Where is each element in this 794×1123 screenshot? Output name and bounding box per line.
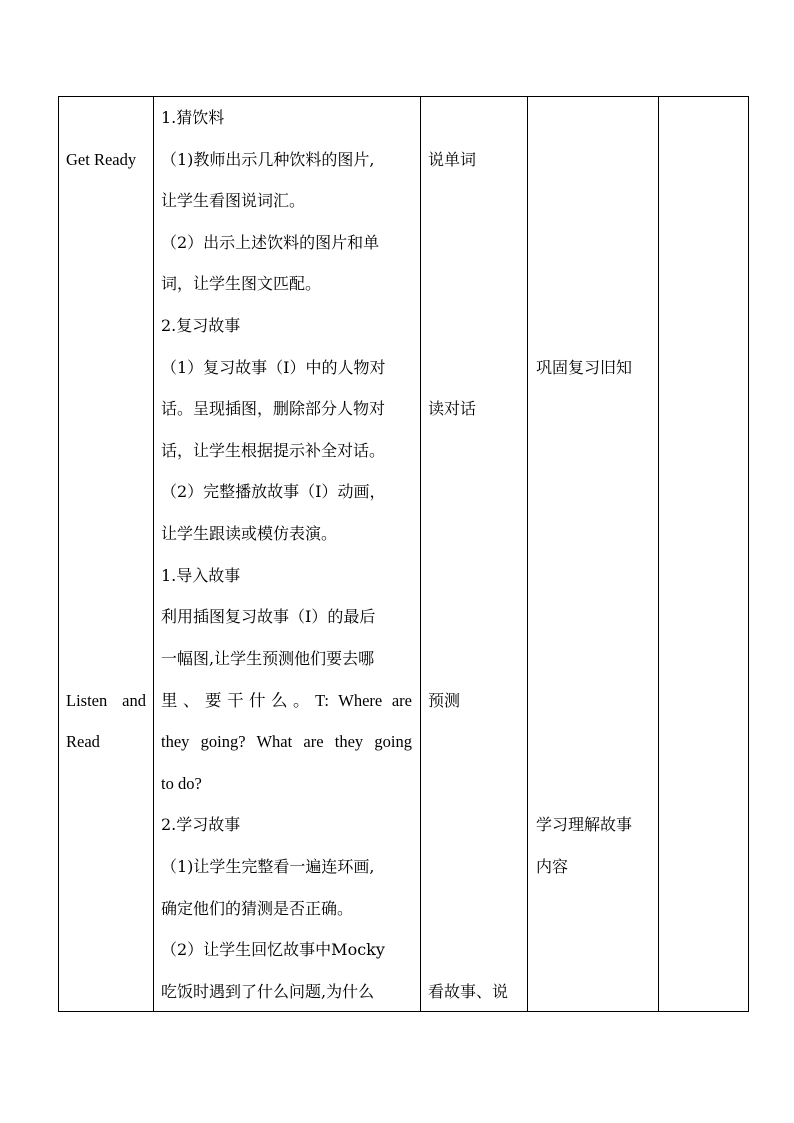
column-divider — [153, 97, 154, 1011]
column-divider — [527, 97, 528, 1011]
purpose-text: 学习理解故事 — [536, 815, 633, 834]
activity-line: 话，让学生根据提示补全对话。 — [161, 441, 386, 460]
student-activity: 读对话 — [428, 399, 477, 418]
activity-line: 2.复习故事 — [161, 316, 241, 335]
activity-line: 让学生看图说词汇。 — [161, 191, 306, 210]
activity-line: （2）出示上述饮料的图片和单 — [161, 233, 380, 252]
activity-line: 1.猜饮料 — [161, 108, 225, 127]
activity-line: 吃饭时遇到了什么问题,为什么 — [161, 982, 375, 1001]
activity-line: 利用插图复习故事（I）的最后 — [161, 607, 376, 626]
student-activity: 说单词 — [428, 150, 477, 169]
student-activity: 预测 — [428, 691, 461, 710]
stage-listen-and-read-line1: Listen and — [66, 691, 146, 710]
activity-line: （1）复习故事（I）中的人物对 — [161, 358, 386, 377]
activity-line: 词，让学生图文匹配。 — [161, 274, 322, 293]
student-activity: 看故事、说 — [428, 982, 509, 1001]
stage-listen-and-read-line2: Read — [66, 732, 100, 751]
column-divider — [658, 97, 659, 1011]
activity-line: 1.导入故事 — [161, 566, 241, 585]
activity-line: 话。呈现插图，删除部分人物对 — [161, 399, 386, 418]
activity-line: to do? — [161, 774, 202, 793]
activity-line: （2）完整播放故事（I）动画， — [161, 482, 386, 501]
activity-line: they going? What are they going — [161, 732, 412, 751]
activity-line: （1)教师出示几种饮料的图片, — [161, 150, 375, 169]
stage-get-ready: Get Ready — [66, 150, 137, 169]
activity-line: 让学生跟读或模仿表演。 — [161, 524, 338, 543]
purpose-text: 巩固复习旧知 — [536, 358, 633, 377]
activity-line: 里、要干什么。T: Where are — [161, 691, 412, 710]
column-divider — [420, 97, 421, 1011]
activity-line: 2.学习故事 — [161, 815, 241, 834]
activity-line: （1)让学生完整看一遍连环画, — [161, 857, 375, 876]
activity-line: 确定他们的猜测是否正确。 — [161, 899, 354, 918]
purpose-text: 内容 — [536, 857, 569, 876]
activity-line: 一幅图,让学生预测他们要去哪 — [161, 649, 375, 668]
activity-line: （2）让学生回忆故事中Mocky — [161, 940, 385, 959]
